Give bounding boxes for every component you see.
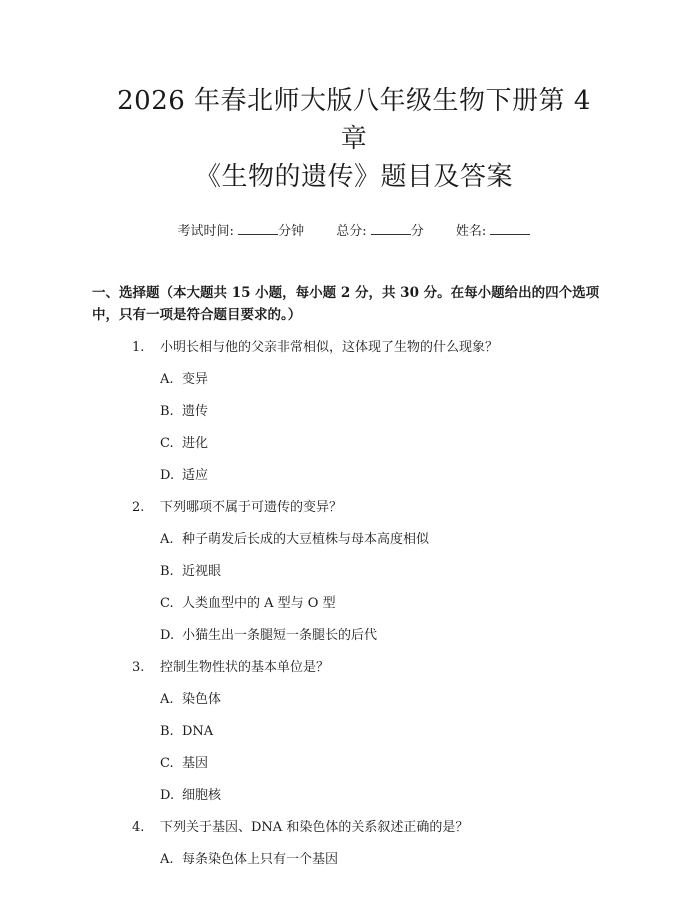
option-item: [160, 530, 604, 550]
option-text: 人类血型中的 A 型与 O 型: [182, 596, 336, 611]
option-letter: C.: [160, 756, 174, 771]
option-item: [160, 754, 604, 774]
option-text: 基因: [182, 756, 209, 771]
student-name-label: 姓名:: [455, 224, 487, 239]
question-item: [132, 498, 604, 518]
question-item: [132, 818, 604, 838]
option-letter: D.: [160, 788, 175, 803]
total-score-field: [336, 224, 424, 239]
question-text: 小明长相与他的父亲非常相似，这体现了生物的什么现象？: [160, 340, 499, 355]
option-text: 遗传: [182, 404, 209, 419]
option-letter: A.: [160, 532, 174, 547]
option-text: 小猫生出一条腿短一条腿长的后代: [182, 628, 378, 643]
option-item: [160, 434, 604, 454]
question-number: 2.: [132, 500, 145, 515]
option-letter: A.: [160, 852, 174, 867]
total-score-label: 总分:: [336, 224, 367, 239]
option-text: 细胞核: [182, 788, 222, 803]
option-letter: C.: [160, 436, 174, 451]
exam-time-label: 考试时间:: [177, 224, 234, 239]
option-letter: D.: [160, 628, 175, 643]
question-item: [132, 658, 604, 678]
option-letter: A.: [160, 372, 174, 387]
option-item: [160, 466, 604, 486]
option-item: [160, 626, 604, 646]
question-text: 下列关于基因、DNA 和染色体的关系叙述正确的是？: [160, 820, 469, 835]
section-heading: 一、选择题（本大题共 15 小题，每小题 2 分，共 30 分。在每小题给出的四个选项中，只有一项是符合题目要求的。）: [92, 285, 600, 323]
title-line-1: 2026 年春北师大版八年级生物下册第 4 章: [117, 86, 591, 154]
option-text: 染色体: [182, 692, 222, 707]
option-text: 种子萌发后长成的大豆植株与母本高度相似: [182, 532, 430, 547]
option-text: 变异: [182, 372, 209, 387]
total-score-unit: 分: [410, 224, 424, 239]
option-item: [160, 594, 604, 614]
option-item: [160, 370, 604, 390]
title-line-2: 《生物的遗传》题目及答案: [194, 162, 513, 192]
question-number: 4.: [132, 820, 145, 835]
exam-title: [104, 82, 604, 196]
option-text: 近视眼: [182, 564, 222, 579]
question-item: [132, 338, 604, 358]
option-item: [160, 786, 604, 806]
option-letter: D.: [160, 468, 175, 483]
option-letter: B.: [160, 564, 174, 579]
exam-meta: [104, 222, 604, 242]
option-item: [160, 850, 604, 870]
question-number: 1.: [132, 340, 145, 355]
option-letter: C.: [160, 596, 174, 611]
option-letter: A.: [160, 692, 174, 707]
option-text: DNA: [182, 724, 214, 739]
option-item: [160, 722, 604, 742]
exam-time-blank: [238, 222, 278, 235]
option-letter: B.: [160, 724, 174, 739]
option-text: 进化: [182, 436, 209, 451]
total-score-blank: [371, 222, 411, 235]
option-text: 每条染色体上只有一个基因: [182, 852, 339, 867]
exam-time-unit: 分钟: [278, 224, 305, 239]
student-name-blank: [490, 222, 530, 235]
option-item: [160, 562, 604, 582]
option-item: [160, 402, 604, 422]
question-text: 下列哪项不属于可遗传的变异？: [160, 500, 343, 515]
option-letter: B.: [160, 404, 174, 419]
exam-time-field: [178, 224, 305, 239]
question-number: 3.: [132, 660, 145, 675]
question-text: 控制生物性状的基本单位是？: [160, 660, 330, 675]
option-text: 适应: [182, 468, 209, 483]
student-name-field: [456, 224, 531, 239]
option-item: [160, 690, 604, 710]
